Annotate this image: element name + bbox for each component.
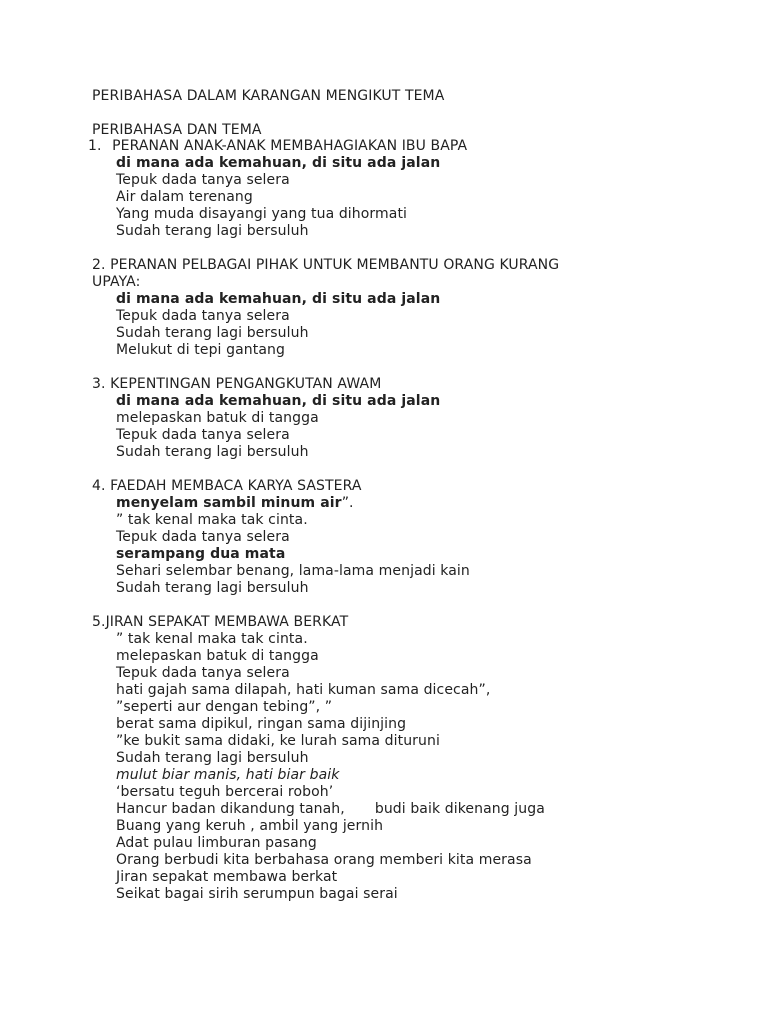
proverb-item: Sudah terang lagi bersuluh (116, 580, 309, 596)
proverb-item: Air dalam terenang (116, 189, 253, 205)
section-title: PERANAN ANAK-ANAK MEMBAHAGIAKAN IBU BAPA (112, 138, 468, 154)
proverb-item: ” tak kenal maka tak cinta. (116, 631, 308, 647)
proverb-item: Sudah terang lagi bersuluh (116, 223, 309, 239)
proverb-item: Tepuk dada tanya selera (116, 172, 290, 188)
proverb-item: di mana ada kemahuan, di situ ada jalan (116, 291, 441, 307)
proverb-item: serampang dua mata (116, 546, 286, 562)
section-title: JIRAN SEPAKAT MEMBAWA BERKAT (105, 614, 349, 630)
section-title: . KEPENTINGAN PENGANGKUTAN AWAM (101, 376, 382, 392)
section-title-continuation: UPAYA: (92, 274, 141, 290)
section-title: . FAEDAH MEMBACA KARYA SASTERA (101, 478, 362, 494)
proverb-item: Tepuk dada tanya selera (116, 427, 290, 443)
proverb-item: hati gajah sama dilapah, hati kuman sama dicecah”, (116, 682, 491, 698)
document-title: PERIBAHASA DALAM KARANGAN MENGIKUT TEMA (92, 88, 445, 104)
section-number: 1. (88, 138, 102, 154)
proverb-item (116, 801, 545, 818)
proverb-text: menyelam sambil minum air (116, 495, 342, 511)
proverb-item: Tepuk dada tanya selera (116, 308, 290, 324)
proverb-item: Orang berbudi kita berbahasa orang memberi kita merasa (116, 852, 532, 868)
section-3-heading (92, 376, 381, 393)
section-number: 5. (92, 614, 106, 630)
section-2-heading (92, 257, 559, 274)
section-number: 4 (92, 478, 102, 494)
proverb-item: mulut biar manis, hati biar baik (116, 767, 340, 783)
proverb-item: Tepuk dada tanya selera (116, 529, 290, 545)
proverb-item: ”seperti aur dengan tebing”, ” (116, 699, 333, 715)
proverb-item: ”ke bukit sama didaki, ke lurah sama dituruni (116, 733, 440, 749)
section-4-heading (92, 478, 362, 495)
proverb-item: Sudah terang lagi bersuluh (116, 444, 309, 460)
proverb-item: Tepuk dada tanya selera (116, 665, 290, 681)
section-title: PERANAN PELBAGAI PIHAK UNTUK MEMBANTU ORANG KURANG (110, 257, 560, 273)
proverb-item: Adat pulau limburan pasang (116, 835, 317, 851)
proverb-item: melepaskan batuk di tangga (116, 648, 319, 664)
proverb-item (116, 495, 354, 512)
section-number: 3 (92, 376, 102, 392)
proverb-item: Seikat bagai sirih serumpun bagai serai (116, 886, 398, 902)
proverb-item: di mana ada kemahuan, di situ ada jalan (116, 393, 441, 409)
proverb-item: melepaskan batuk di tangga (116, 410, 319, 426)
proverb-item: Jiran sepakat membawa berkat (116, 869, 338, 885)
section-1-heading (88, 138, 467, 155)
proverb-item: Sudah terang lagi bersuluh (116, 325, 309, 341)
section-number: 2. (92, 257, 106, 273)
proverb-text-part-1: Hancur badan dikandung tanah, (116, 801, 345, 817)
proverb-text-part-2: budi baik dikenang juga (374, 801, 545, 817)
document-subtitle: PERIBAHASA DAN TEMA (92, 122, 262, 138)
proverb-item: Yang muda disayangi yang tua dihormati (116, 206, 408, 222)
proverb-item: Sehari selembar benang, lama-lama menjadi kain (116, 563, 470, 579)
proverb-item: berat sama dipikul, ringan sama dijinjing (116, 716, 407, 732)
proverb-punctuation: ”. (341, 495, 354, 511)
proverb-item: Melukut di tepi gantang (116, 342, 285, 358)
proverb-item: di mana ada kemahuan, di situ ada jalan (116, 155, 441, 171)
section-5-heading (92, 614, 348, 631)
proverb-item: Buang yang keruh , ambil yang jernih (116, 818, 384, 834)
proverb-item: Sudah terang lagi bersuluh (116, 750, 309, 766)
proverb-item: ” tak kenal maka tak cinta. (116, 512, 308, 528)
proverb-item: ‘bersatu teguh bercerai roboh’ (116, 784, 334, 800)
